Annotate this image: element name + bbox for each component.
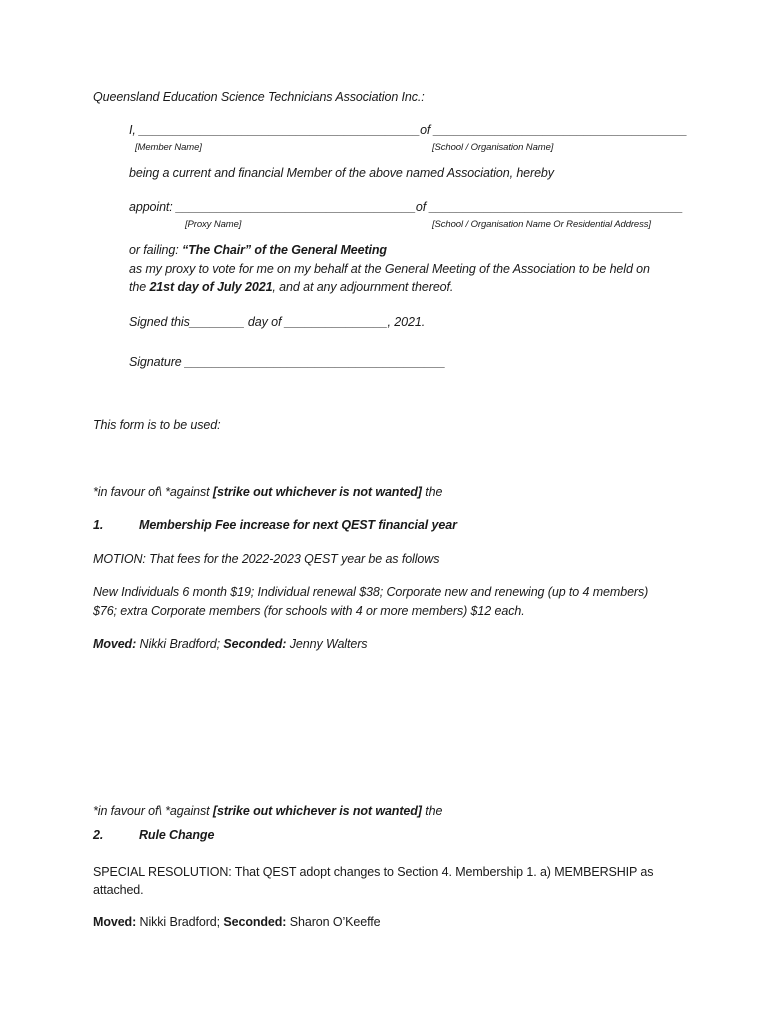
member-prefix: I,: [129, 123, 140, 137]
strike-instruction: [strike out whichever is not wanted]: [212, 485, 422, 499]
motion-title: Membership Fee increase for next QEST financial year: [139, 518, 457, 532]
motion-number: 1.: [93, 518, 104, 532]
favour-suffix: the: [421, 485, 443, 499]
seconded-label: Seconded:: [223, 915, 287, 929]
association-header: Queensland Education Science Technicians Association Inc.:: [93, 90, 425, 104]
proxy-address-label: [School / Organisation Name Or Residential Address]: [432, 219, 651, 230]
favour-suffix: the: [421, 804, 443, 818]
appoint-of: of: [415, 200, 430, 214]
favour-line-2: [93, 803, 442, 819]
member-school-blank[interactable]: _____________________________________: [433, 123, 688, 137]
chair-text: “The Chair” of the General Meeting: [182, 243, 387, 257]
meeting-date: 21st day of July 2021: [149, 280, 273, 294]
motion-1-text: MOTION: That fees for the 2022-2023 QEST year be as follows: [93, 552, 440, 566]
proxy-text-suffix: , and at any adjournment thereof.: [272, 280, 454, 294]
proxy-text-prefix: the: [129, 280, 150, 294]
motion-1-fees-line-2: $76; extra Corporate members (for schools with 4 or more members) $12 each.: [93, 604, 525, 618]
motion-1-heading: [93, 517, 457, 533]
motion-2-text-line-2: attached.: [93, 883, 144, 897]
motion-title: Rule Change: [139, 828, 215, 842]
seconded-name: Jenny Walters: [286, 637, 368, 651]
seconded-name: Sharon O’Keeffe: [286, 915, 381, 929]
moved-name: Nikki Bradford;: [136, 637, 224, 651]
strike-instruction: [strike out whichever is not wanted]: [212, 804, 422, 818]
proxy-text-line-2: [129, 279, 453, 295]
member-line: [129, 122, 687, 138]
proxy-name-label: [Proxy Name]: [185, 219, 242, 230]
usage-intro: This form is to be used:: [93, 418, 221, 432]
motion-1-moved: [93, 636, 367, 652]
moved-label: Moved:: [93, 637, 137, 651]
favour-prefix[interactable]: *in favour of\ *against: [93, 804, 213, 818]
seconded-label: Seconded:: [223, 637, 287, 651]
proxy-text-line-1: as my proxy to vote for me on my behalf at the General Meeting of the Association to be held on: [129, 262, 650, 276]
member-name-blank[interactable]: _________________________________________: [139, 123, 421, 137]
member-name-label: [Member Name]: [135, 142, 202, 153]
motion-number: 2.: [93, 828, 104, 842]
proxy-address-blank[interactable]: _____________________________________: [429, 200, 684, 214]
moved-name: Nikki Bradford;: [136, 915, 224, 929]
member-of: of: [420, 123, 434, 137]
appoint-prefix: appoint:: [129, 200, 177, 214]
motion-2-text-line-1: SPECIAL RESOLUTION: That QEST adopt changes to Section 4. Membership 1. a) MEMBERSHIP as: [93, 865, 654, 879]
or-failing-prefix: or failing:: [129, 243, 182, 257]
motion-2-moved: [93, 914, 380, 930]
school-name-label: [School / Organisation Name]: [432, 142, 554, 153]
signature-line[interactable]: Signature ______________________________________: [129, 355, 446, 369]
being-member-text: being a current and financial Member of the above named Association, hereby: [129, 166, 554, 180]
proxy-name-blank[interactable]: ___________________________________: [176, 200, 416, 214]
signed-line[interactable]: Signed this________ day of _______________, 2021.: [129, 315, 426, 329]
moved-label: Moved:: [93, 915, 137, 929]
or-failing-line: [129, 242, 387, 258]
motion-1-fees-line-1: New Individuals 6 month $19; Individual renewal $38; Corporate new and renewing (up to 4 members): [93, 585, 649, 599]
appoint-line: [129, 199, 683, 215]
favour-prefix[interactable]: *in favour of\ *against: [93, 485, 213, 499]
favour-line-1: [93, 484, 442, 500]
motion-2-heading: [93, 827, 214, 843]
